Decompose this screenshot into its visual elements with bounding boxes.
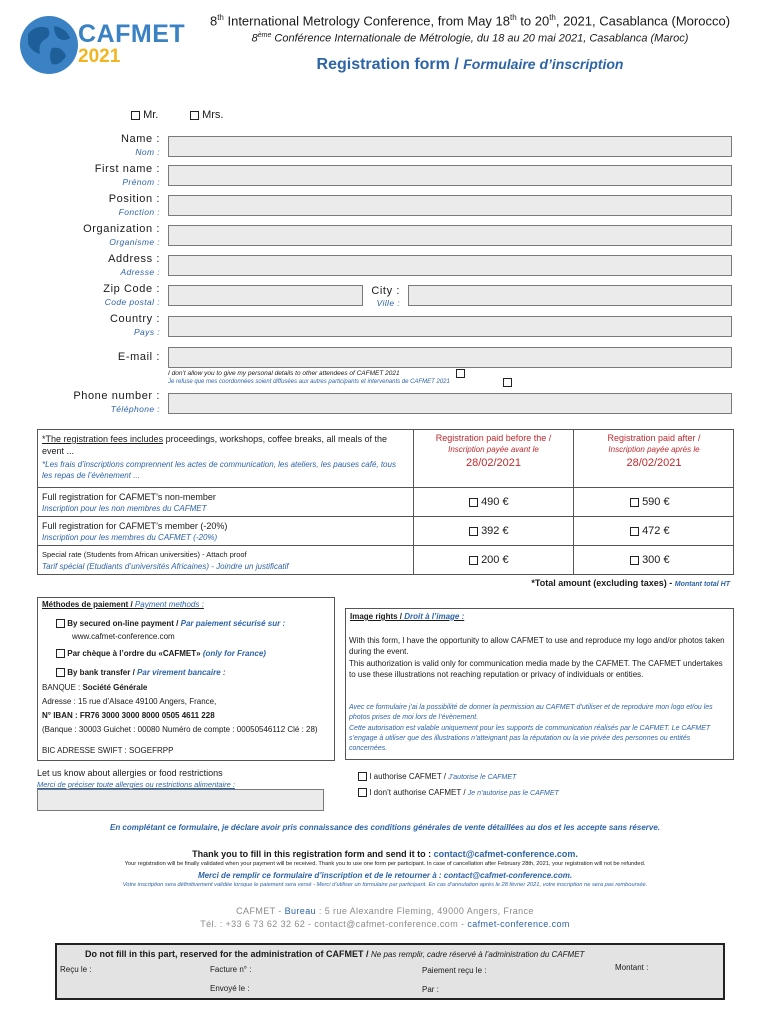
- fee-after-option[interactable]: 472 €: [630, 525, 670, 537]
- fee-row-label-fr: Tarif spécial (Etudiants d’universités Africaines) - Joindre un justificatif: [42, 562, 289, 571]
- logo: [18, 14, 186, 74]
- not-authorise-checkbox[interactable]: [358, 788, 367, 797]
- fees-note-fr: *Les frais d’inscriptions comprennent les actes de communication, les ateliers, les pauses café, tous les repas de l’évènement ...: [42, 460, 396, 480]
- phone-label: Phone number :: [73, 390, 160, 402]
- fee-row-label: Special rate (Students from African universities) - Attach proof: [42, 550, 247, 559]
- logo-name: CAFMET: [78, 20, 186, 48]
- fee-checkbox[interactable]: [469, 498, 478, 507]
- fee-before-option[interactable]: 200 €: [469, 554, 509, 566]
- name-label-fr: Nom :: [135, 147, 160, 157]
- first-name-label: First name :: [94, 163, 160, 175]
- organization-field[interactable]: [168, 225, 732, 246]
- bank-name: BANQUE : Société Générale: [42, 683, 148, 692]
- payment-cheque[interactable]: Par chèque à l’ordre du «CAFMET» (only for France): [56, 649, 266, 658]
- zip-label-fr: Code postal :: [104, 297, 160, 307]
- email-field[interactable]: [168, 347, 732, 368]
- country-field[interactable]: [168, 316, 732, 337]
- allergies-label: Let us know about allergies or food restrictions: [37, 768, 223, 778]
- send-instructions: Thank you to fill in this registration form and send it to : contact@cafmet-conference.com.: [192, 849, 578, 859]
- col-before-header: Registration paid before the / Inscription payée avant le 28/02/2021: [435, 433, 552, 469]
- fee-before-option[interactable]: 490 €: [469, 496, 509, 508]
- allergies-field[interactable]: [37, 789, 324, 811]
- organization-label-fr: Organisme :: [109, 237, 160, 247]
- mrs-checkbox[interactable]: [190, 111, 199, 120]
- name-field[interactable]: [168, 136, 732, 157]
- image-rights-text2-fr: Cette autorisation est valable uniquement pour les supports de communication réalisés par le CAFMET. Le CAFMET s’engage à utiliser que des illustrations n’atteignant pas la réputation ou la vie privée des personnes ou entités concernées.: [349, 725, 711, 752]
- email-consent: I don’t allow you to give my personal details to other attendees of CAFMET 2021: [168, 370, 400, 377]
- online-checkbox[interactable]: [56, 619, 65, 628]
- address-field[interactable]: [168, 255, 732, 276]
- admin-facture: Facture n° :: [210, 965, 252, 974]
- first-name-label-fr: Prénom :: [122, 177, 160, 187]
- email-consent-fr: Je refuse que mes coordonnées soient diffusées aux autres participants et intervenants de CAFMET 2021: [168, 379, 450, 385]
- salutation-mr[interactable]: Mr.: [131, 109, 158, 121]
- email-consent-fr-checkbox[interactable]: [503, 378, 512, 387]
- payment-url: www.cafmet-conference.com: [72, 632, 175, 641]
- zip-label: Zip Code :: [103, 283, 160, 295]
- col-after-header: Registration paid after / Inscription payée après le 28/02/2021: [607, 433, 701, 469]
- cheque-checkbox[interactable]: [56, 649, 65, 658]
- allergies-label-fr: Merci de préciser toute allergies ou restrictions alimentaire :: [37, 780, 235, 789]
- fee-checkbox[interactable]: [469, 527, 478, 536]
- bank-bic: BIC ADRESSE SWIFT : SOGEFRPP: [42, 746, 174, 755]
- fee-checkbox[interactable]: [630, 527, 639, 536]
- authorise-option[interactable]: I authorise CAFMET / J’autorise le CAFMET: [358, 772, 516, 781]
- fee-after-option[interactable]: 300 €: [630, 554, 670, 566]
- admin-envoye: Envoyé le :: [210, 984, 250, 993]
- email-label: E-mail :: [117, 351, 160, 363]
- address-label: Address :: [108, 253, 160, 265]
- mr-checkbox[interactable]: [131, 111, 140, 120]
- admin-recu: Reçu le :: [60, 965, 92, 974]
- name-label: Name :: [120, 133, 160, 145]
- fee-checkbox[interactable]: [630, 556, 639, 565]
- address-label-fr: Adresse :: [120, 267, 160, 277]
- globe-icon: [18, 14, 80, 76]
- email-consent-checkbox[interactable]: [456, 369, 465, 378]
- fee-before-option[interactable]: 392 €: [469, 525, 509, 537]
- form-title: Registration form / Formulaire d’inscription: [316, 56, 624, 73]
- city-label-fr: Ville :: [376, 298, 400, 308]
- fee-checkbox[interactable]: [630, 498, 639, 507]
- fees-note: *The registration fees includes proceedings, workshops, coffee breaks, all meals of the event ...: [42, 434, 388, 456]
- image-rights-text1-fr: Avec ce formulaire j’ai la possibilité de donner la permission au CAFMET d’utiliser et de reproduire mon logo et/ou les photos prises de moi lors de l’évènement.: [349, 704, 713, 721]
- footer-contact: Tél. : +33 6 73 62 32 62 - contact@cafmet-conference.com - cafmet-conference.com: [200, 919, 570, 929]
- fee-checkbox[interactable]: [469, 556, 478, 565]
- admin-montant: Montant :: [615, 963, 649, 972]
- total-amount: *Total amount (excluding taxes) - Montant total HT: [531, 578, 730, 588]
- fee-row-label: Full registration for CAFMET’s non-member: [42, 492, 216, 502]
- fee-row-label-fr: Inscription pour les membres du CAFMET (-20%): [42, 533, 218, 542]
- payment-online[interactable]: By secured on-line payment / Par paiement sécurisé sur :: [56, 619, 285, 628]
- terms-statement: En complétant ce formulaire, je déclare avoir pris connaissance des conditions générales de vente détaillées au dos et les accepte sans réserve.: [109, 823, 660, 832]
- position-label: Position :: [108, 193, 160, 205]
- conference-title: 8th International Metrology Conference, from May 18th to 20th, 2021, Casablanca (Morocco): [209, 13, 731, 29]
- city-label: City :: [371, 285, 400, 297]
- fee-row-label: Full registration for CAFMET’s member (-20%): [42, 521, 228, 531]
- fee-after-option[interactable]: 590 €: [630, 496, 670, 508]
- send-instructions-fr: Merci de remplir ce formulaire d’inscription et de le retourner à : contact@cafmet-conference.com.: [197, 871, 573, 880]
- admin-title: Do not fill in this part, reserved for the administration of CAFMET / Ne pas remplir, cadre réservé à l’administration du CAFMET: [85, 949, 585, 959]
- conference-subtitle: 8ème Conférence Internationale de Métrologie, du 18 au 20 mai 2021, Casablanca (Maroc): [251, 32, 689, 45]
- payment-title: Méthodes de paiement / Payment methods :: [42, 600, 204, 609]
- country-label: Country :: [109, 313, 160, 325]
- image-rights-text2: This authorization is valid only for communication media made by the CAFMET. The CAFMET undertakes to use these illustrations not reaching reputation or privacy of individuals or entities.: [349, 659, 723, 679]
- bank-address: Adresse : 15 rue d’Alsace 49100 Angers, France,: [42, 697, 217, 706]
- bank-checkbox[interactable]: [56, 668, 65, 677]
- authorise-checkbox[interactable]: [358, 772, 367, 781]
- city-field[interactable]: [408, 285, 732, 306]
- send-note-fr: Votre inscription sera définitivement validée lorsque le paiement sera versé - Merci d’utiliser un formulaire par participant. En cas d’annulation après le 28 février 2021, votre inscription ne sera pas remboursée.: [122, 882, 648, 888]
- first-name-field[interactable]: [168, 165, 732, 186]
- fee-row-label-fr: Inscription pour les non membres du CAFMET: [42, 504, 207, 513]
- phone-label-fr: Téléphone :: [110, 404, 160, 414]
- bank-codes: (Banque : 30003 Guichet : 00080 Numéro de compte : 00050546112 Clé : 28): [42, 725, 318, 734]
- website-link[interactable]: cafmet-conference.com: [467, 919, 570, 929]
- send-note: Your registration will be finally validated when your payment will be received. Thank you to use one form per participant. In case of cancellation after February 28th, 2021, your registration will not be refunded.: [124, 861, 646, 867]
- phone-field[interactable]: [168, 393, 732, 414]
- footer-address: CAFMET - Bureau : 5 rue Alexandre Fleming, 49000 Angers, France: [236, 906, 534, 916]
- salutation-mrs[interactable]: Mrs.: [190, 109, 223, 121]
- image-rights-title: Image rights / Droit à l’image :: [350, 612, 465, 621]
- admin-paiement: Paiement reçu le :: [422, 966, 487, 975]
- bank-iban: N° IBAN : FR76 3000 3000 8000 0505 4611 228: [42, 711, 215, 720]
- payment-bank[interactable]: By bank transfer / Par virement bancaire :: [56, 668, 226, 677]
- not-authorise-option[interactable]: I don’t authorise CAFMET / Je n’autorise pas le CAFMET: [358, 788, 559, 797]
- country-label-fr: Pays :: [133, 327, 160, 337]
- organization-label: Organization :: [83, 223, 160, 235]
- position-label-fr: Fonction :: [118, 207, 160, 217]
- logo-year: 2021: [78, 46, 121, 67]
- bureau-link[interactable]: Bureau: [284, 906, 317, 916]
- admin-par: Par :: [422, 985, 439, 994]
- image-rights-text1: With this form, I have the opportunity to allow CAFMET to use and reproduce my logo and/or photos taken during the event.: [349, 636, 725, 656]
- position-field[interactable]: [168, 195, 732, 216]
